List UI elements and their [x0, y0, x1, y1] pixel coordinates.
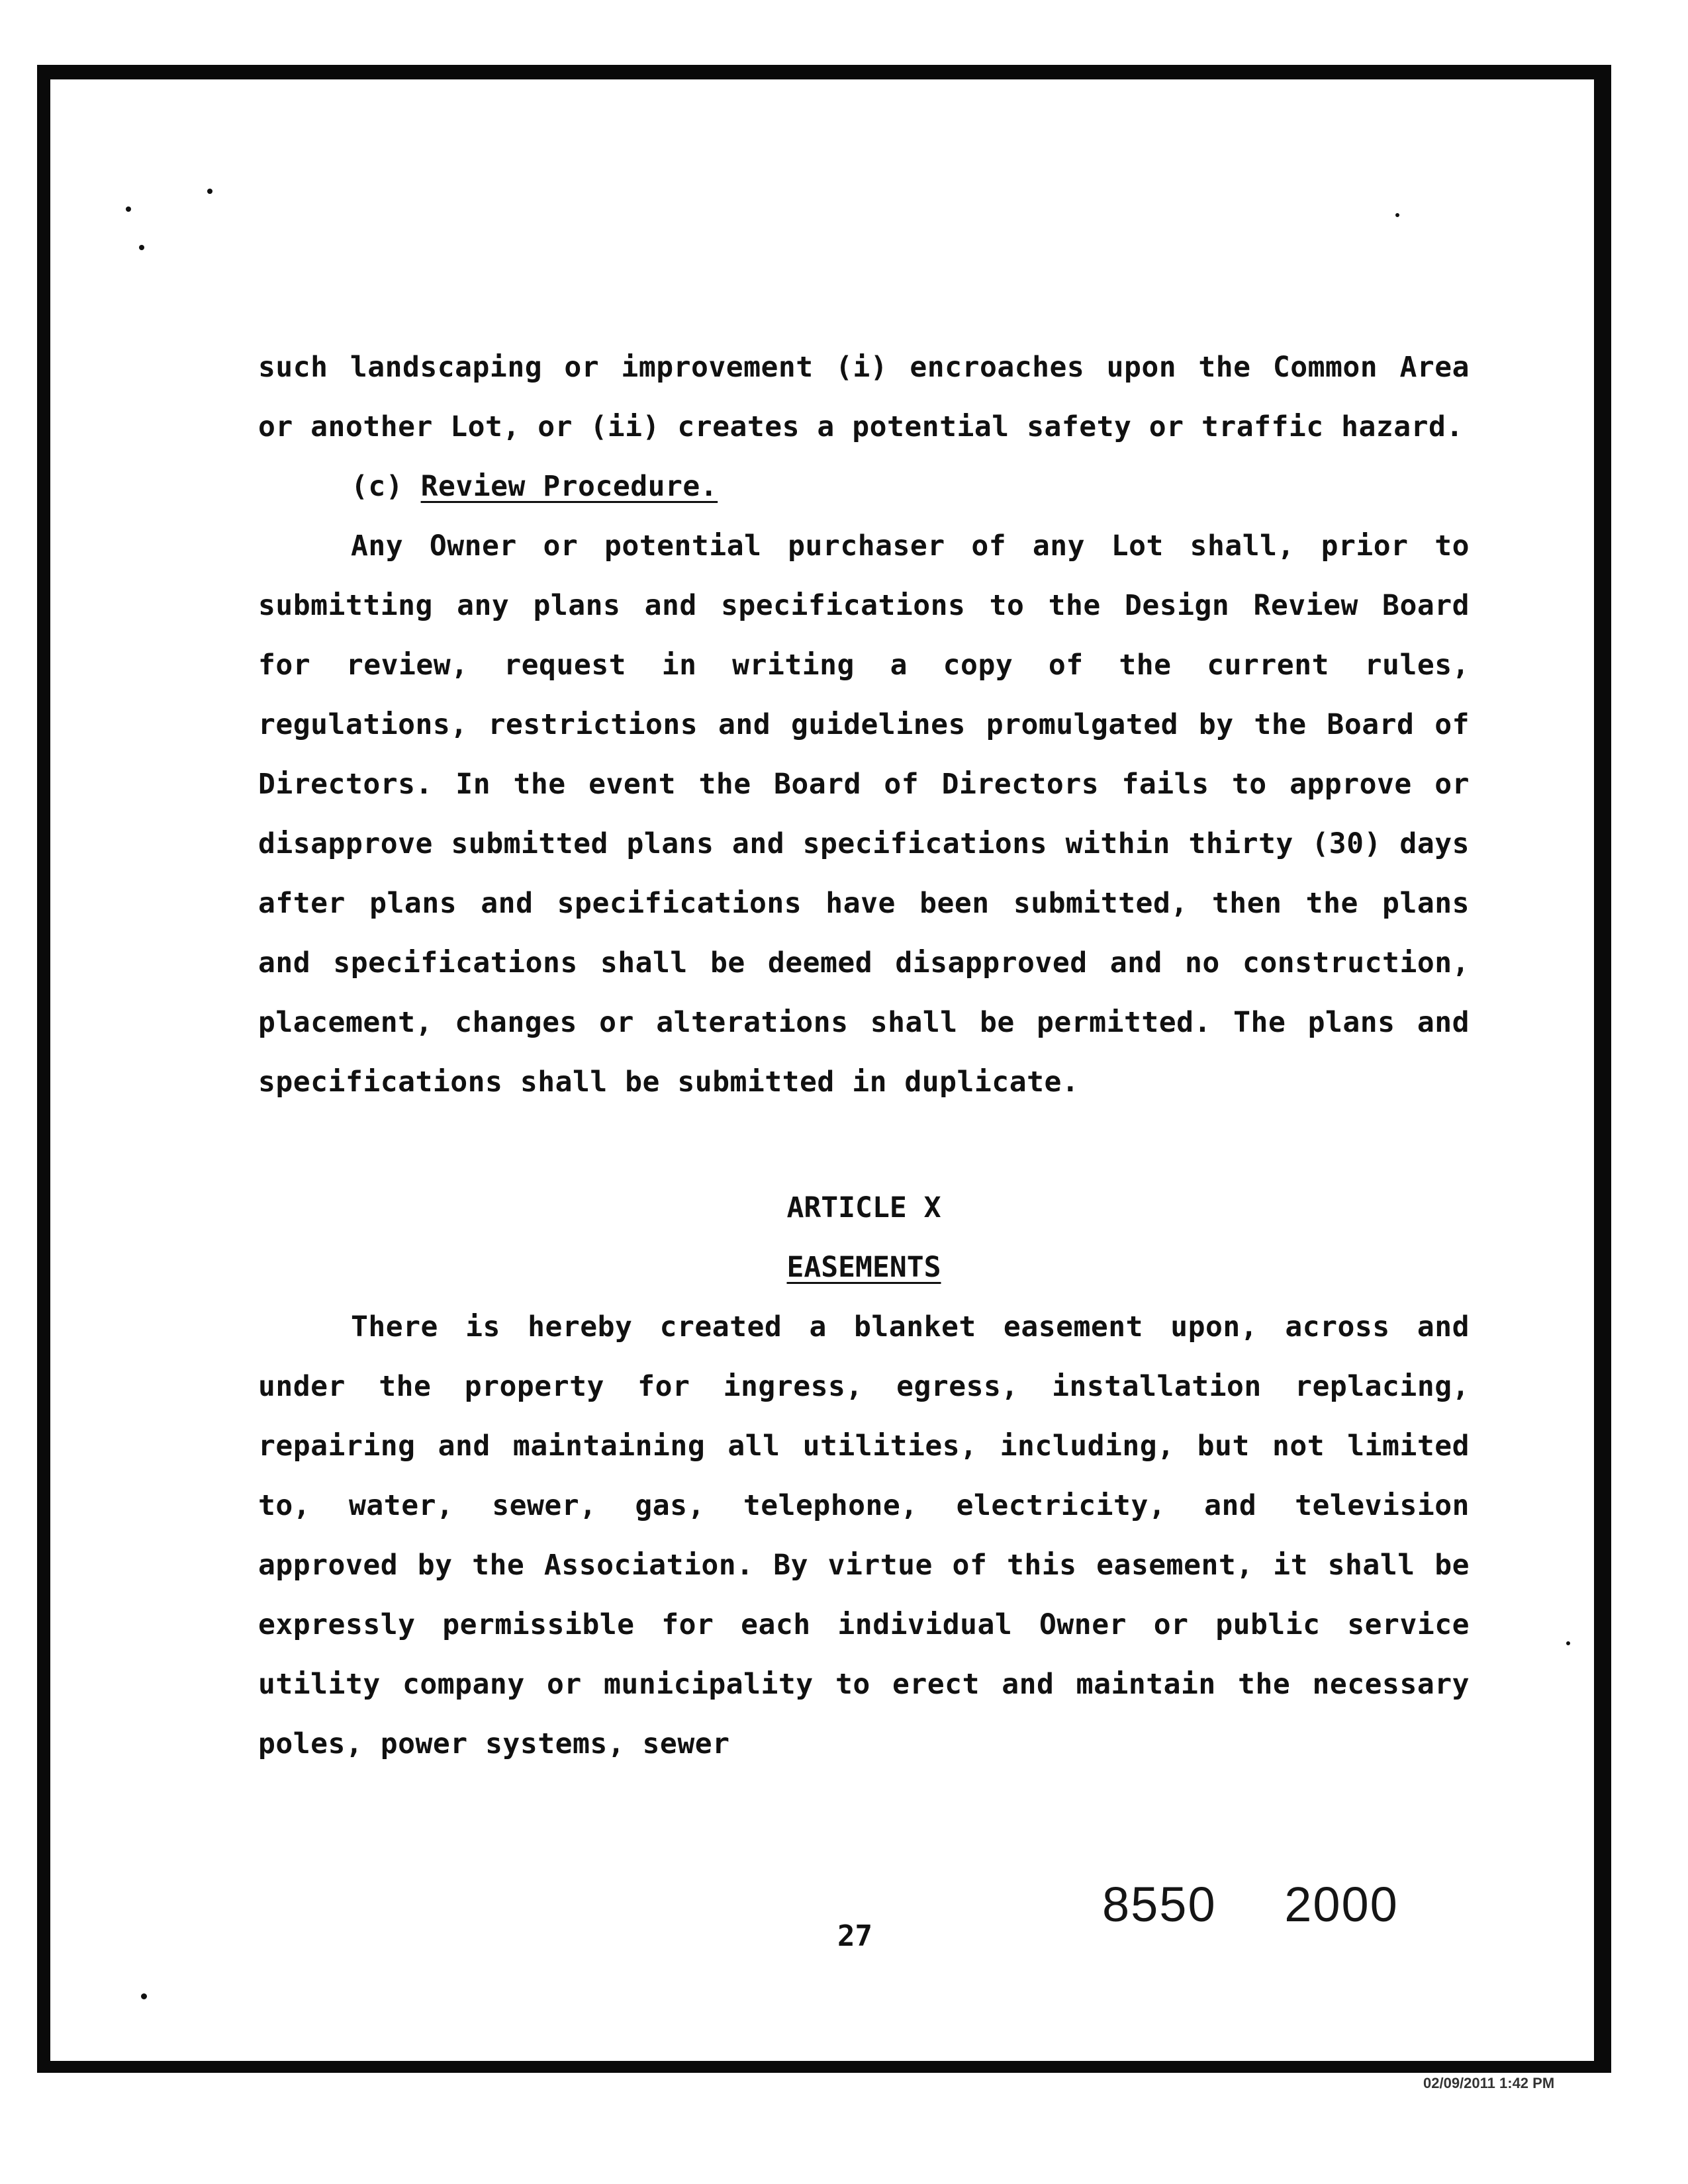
scan-speck — [1566, 1641, 1570, 1645]
paragraph-landscaping: such landscaping or improvement (i) encroaches upon the Common Area or another Lot, or (ii) creates a potential safety or traffic hazard. — [258, 351, 1470, 443]
scan-speck — [139, 245, 144, 250]
scan-speck — [207, 189, 212, 194]
paragraph-easements: There is hereby created a blanket easement upon, across and under the property for ingress, egress, installation replacing, repairing and maintaining all utilities, including, but not limited to, water, sewer, gas, telephone, electricity, and television approved by the Association. By virtue of this easement, it shall be expressly permissible for each individual Owner or public service utility company or municipality to erect and maintain the necessary poles, power systems, sewer — [258, 1310, 1470, 1760]
scan-speck — [1395, 213, 1399, 217]
article-heading — [258, 1178, 1470, 1297]
document-body — [258, 338, 1470, 1774]
section-label: (c) — [351, 470, 404, 503]
scan-speck — [126, 206, 131, 212]
book-number: 8550 — [1102, 1877, 1217, 1932]
print-timestamp: 02/09/2011 1:42 PM — [1423, 2075, 1555, 2091]
article-subtitle: EASEMENTS — [786, 1251, 941, 1284]
section-title: Review Procedure. — [420, 470, 718, 503]
recording-number — [1102, 1876, 1399, 1933]
page-reference: 2000 — [1284, 1877, 1399, 1932]
article-title: ARTICLE X — [786, 1191, 941, 1224]
scan-speck — [141, 1993, 147, 1999]
section-heading-review-procedure — [351, 457, 1470, 516]
page-number: 27 — [837, 1919, 872, 1953]
paragraph-review-procedure: Any Owner or potential purchaser of any Lot shall, prior to submitting any plans and specifications to the Design Review Board for review, request in writing a copy of the current rules, regulations, restrictions and guidelines promulgated by the Board of Directors. In the event the Board of Directors fails to approve or disapprove submitted plans and specifications within thirty (30) days after plans and specifications have been submitted, then the plans and specifications shall be deemed disapproved and no construction, placement, changes or alterations shall be permitted. The plans and specifications shall be submitted in duplicate. — [258, 529, 1470, 1099]
